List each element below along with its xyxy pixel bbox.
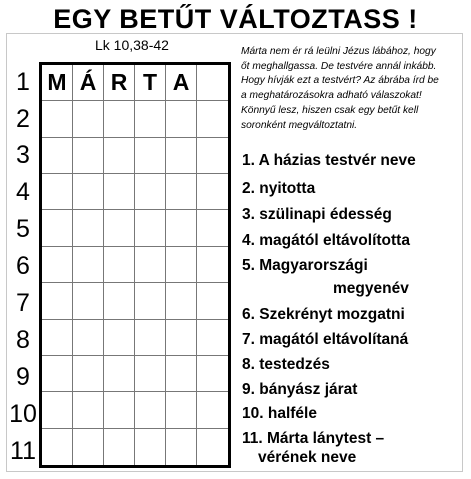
grid-cell[interactable] <box>42 356 73 392</box>
row-number: 2 <box>16 105 30 133</box>
grid-cell[interactable] <box>197 65 228 101</box>
grid-cell[interactable] <box>73 320 104 356</box>
grid-cell[interactable] <box>166 356 197 392</box>
instruction-line: őt meghallgassa. De testvére annál inkább. <box>241 60 437 72</box>
grid-cell[interactable] <box>104 320 135 356</box>
grid-cell[interactable] <box>166 429 197 465</box>
grid-cell[interactable]: A <box>166 65 197 101</box>
grid-cell[interactable] <box>135 429 166 465</box>
grid-cell[interactable] <box>197 356 228 392</box>
grid-cell[interactable] <box>197 283 228 319</box>
grid-cell[interactable] <box>104 138 135 174</box>
instruction-line: Márta nem ér rá leülni Jézus lábához, hogy <box>241 46 436 57</box>
grid-cell[interactable] <box>42 247 73 283</box>
grid-cell[interactable] <box>135 392 166 428</box>
grid-cell[interactable] <box>42 101 73 137</box>
grid-cell[interactable] <box>42 392 73 428</box>
row-number: 7 <box>16 289 30 317</box>
grid-cell[interactable] <box>73 392 104 428</box>
grid-cell[interactable] <box>135 210 166 246</box>
grid-cell[interactable] <box>135 138 166 174</box>
clue-line: 3. szülinapi édesség <box>242 206 392 223</box>
grid-cell[interactable] <box>197 429 228 465</box>
grid-cell[interactable] <box>197 210 228 246</box>
grid-cell[interactable] <box>104 210 135 246</box>
grid-cell[interactable]: R <box>104 65 135 101</box>
grid-cell[interactable] <box>104 392 135 428</box>
grid-cell[interactable]: Á <box>73 65 104 101</box>
clue-line: 11. Márta lánytest – <box>242 430 385 447</box>
grid-cell[interactable] <box>197 247 228 283</box>
row-number: 6 <box>16 252 30 280</box>
grid-cell[interactable] <box>166 174 197 210</box>
grid-cell[interactable] <box>135 320 166 356</box>
grid-cell[interactable] <box>135 174 166 210</box>
grid-cell[interactable] <box>73 138 104 174</box>
grid-cell[interactable] <box>42 429 73 465</box>
row-number: 11 <box>10 437 36 465</box>
clue-line: 7. magától eltávolítaná <box>242 331 409 348</box>
row-number: 5 <box>16 215 30 243</box>
clue-line: 5. Magyarországi <box>242 257 368 274</box>
grid-cell[interactable] <box>104 247 135 283</box>
grid-cell[interactable] <box>135 283 166 319</box>
row-number: 4 <box>16 178 30 206</box>
grid-cell[interactable]: M <box>42 65 73 101</box>
clue-line: 1. A házias testvér neve <box>242 152 416 169</box>
grid-cell[interactable] <box>166 210 197 246</box>
clue-line: 4. magától eltávolította <box>242 232 410 249</box>
grid-cell[interactable] <box>197 392 228 428</box>
clue-line: megyenév <box>333 280 409 297</box>
clue-line: 6. Szekrényt mozgatni <box>242 306 405 323</box>
grid-cell[interactable] <box>166 320 197 356</box>
grid-cell[interactable] <box>197 101 228 137</box>
grid-cell[interactable] <box>42 210 73 246</box>
clue-line: 8. testedzés <box>242 356 330 373</box>
grid-cell[interactable] <box>42 174 73 210</box>
row-number: 8 <box>16 326 30 354</box>
grid-cell[interactable] <box>104 429 135 465</box>
grid-cell[interactable] <box>135 101 166 137</box>
clue-line: vérének neve <box>258 449 357 466</box>
grid-cell[interactable] <box>73 101 104 137</box>
grid-cell[interactable] <box>42 320 73 356</box>
grid-cell[interactable] <box>166 283 197 319</box>
grid-cell[interactable] <box>166 392 197 428</box>
grid-cell[interactable] <box>104 283 135 319</box>
instruction-line: soronként megváltoztatni. <box>241 119 358 131</box>
grid-cell[interactable] <box>135 356 166 392</box>
clue-line: 10. halféle <box>242 405 317 422</box>
instruction-line: Hogy hívják ezt a testvért? Az ábrába írd be <box>241 75 439 87</box>
grid-cell[interactable] <box>166 247 197 283</box>
grid-cell[interactable] <box>135 247 166 283</box>
row-number: 3 <box>16 141 30 169</box>
grid-cell[interactable] <box>42 138 73 174</box>
grid-cell[interactable] <box>197 320 228 356</box>
grid-cell[interactable] <box>197 138 228 174</box>
row-number: 10 <box>9 400 37 428</box>
grid-cell[interactable] <box>73 429 104 465</box>
row-number: 1 <box>16 68 30 96</box>
grid-cell[interactable] <box>104 356 135 392</box>
clue-line: 9. bányász járat <box>242 381 358 398</box>
grid-cell[interactable] <box>73 356 104 392</box>
instructions <box>241 45 465 133</box>
grid-cell[interactable] <box>197 174 228 210</box>
row-number: 9 <box>16 363 30 391</box>
grid-cell[interactable]: T <box>135 65 166 101</box>
instruction-line: a meghatározásokra adható válaszokat! <box>241 90 422 102</box>
grid-cell[interactable] <box>73 283 104 319</box>
letter-grid <box>39 62 231 468</box>
grid-cell[interactable] <box>73 210 104 246</box>
clue-line: 2. nyitotta <box>242 180 316 197</box>
instruction-line: Könnyű lesz, hiszen csak egy betűt kell <box>241 104 419 116</box>
grid-cell[interactable] <box>166 138 197 174</box>
page-title: EGY BETŰT VÁLTOZTASS ! <box>53 4 418 34</box>
grid-cell[interactable] <box>73 174 104 210</box>
grid-cell[interactable] <box>42 283 73 319</box>
grid-cell[interactable] <box>166 101 197 137</box>
grid-cell[interactable] <box>73 247 104 283</box>
bible-reference: Lk 10,38-42 <box>95 37 169 53</box>
grid-cell[interactable] <box>104 101 135 137</box>
grid-cell[interactable] <box>104 174 135 210</box>
